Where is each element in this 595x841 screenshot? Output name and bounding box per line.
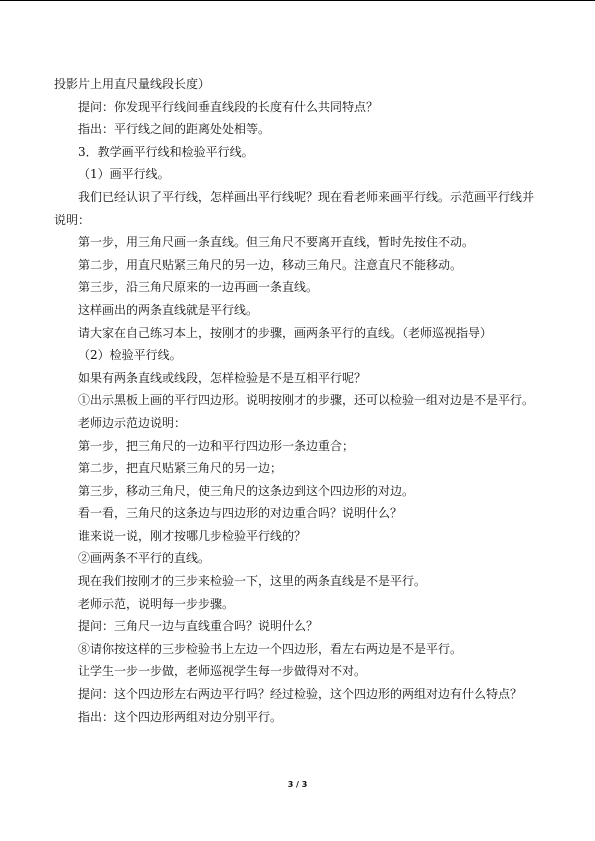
paragraph-line: ①出示黑板上画的平行四边形。说明按刚才的步骤，还可以检验一组对边是不是平行。 bbox=[78, 393, 535, 408]
paragraph-line: 请大家在自己练习本上，按刚才的步骤，画两条平行的直线。（老师巡视指导） bbox=[78, 325, 493, 340]
paragraph-line: ②画两条不平行的直线。 bbox=[78, 551, 211, 566]
paragraph-line: 如果有两条直线或线段，怎样检验是不是互相平行呢？ bbox=[78, 370, 367, 385]
paragraph-line: ⑧请你按这样的三步检验书上左边一个四边形，看左右两边是不是平行。 bbox=[78, 641, 463, 656]
paragraph-line: 第三步，沿三角尺原来的一边再画一条直线。 bbox=[78, 280, 319, 295]
paragraph-line: 第二步，用直尺贴紧三角尺的另一边，移动三角尺。注意直尺不能移动。 bbox=[78, 257, 463, 272]
document-body bbox=[54, 73, 544, 728]
paragraph-line: 我们已经认识了平行线，怎样画出平行线呢？现在看老师来画平行线。示范画平行线并说明： bbox=[54, 189, 535, 227]
page-top-border bbox=[0, 0, 595, 1]
paragraph-line: 第一步，把三角尺的一边和平行四边形一条边重合； bbox=[78, 438, 355, 453]
paragraph-line: 提问：你发现平行线间垂直线段的长度有什么共同特点？ bbox=[78, 99, 379, 114]
paragraph-line: 第三步，移动三角尺，使三角尺的这条边到这个四边形的对边。 bbox=[78, 483, 415, 498]
paragraph-line: 让学生一步一步做，老师巡视学生每一步做得对不对。 bbox=[78, 664, 367, 679]
paragraph-line: 投影片上用直尺量线段长度） bbox=[54, 77, 211, 91]
paragraph-line: （1）画平行线。 bbox=[78, 167, 170, 182]
paragraph-line: 提问：三角尺一边与直线重合吗？说明什么？ bbox=[78, 619, 319, 634]
paragraph-line: 第一步，用三角尺画一条直线。但三角尺不要离开直线，暂时先按住不动。 bbox=[78, 235, 475, 250]
paragraph-line: 老师边示范边说明： bbox=[78, 415, 187, 430]
paragraph-line: 第二步，把直尺贴紧三角尺的另一边； bbox=[78, 461, 283, 476]
paragraph-line: 现在我们按刚才的三步来检验一下，这里的两条直线是不是平行。 bbox=[78, 574, 427, 589]
paragraph-line: 指出：平行线之间的距离处处相等。 bbox=[78, 122, 271, 137]
page-number: 3 / 3 bbox=[287, 780, 308, 789]
paragraph-line: 谁来说一说，刚才按哪几步检验平行线的？ bbox=[78, 528, 307, 543]
paragraph-line: 3．教学画平行线和检验平行线。 bbox=[78, 144, 254, 159]
paragraph-line: 提问：这个四边形左右两边平行吗？经过检验，这个四边形的两组对边有什么特点？ bbox=[78, 687, 523, 702]
paragraph-line: 老师示范，说明每一步步骤。 bbox=[78, 596, 235, 611]
paragraph-line: 指出：这个四边形两组对边分别平行。 bbox=[78, 709, 283, 724]
paragraph-line: 看一看，三角尺的这条边与四边形的对边重合吗？说明什么？ bbox=[78, 506, 403, 521]
paragraph-line: 这样画出的两条直线就是平行线。 bbox=[78, 302, 259, 317]
paragraph-line: （2）检验平行线。 bbox=[78, 348, 182, 363]
